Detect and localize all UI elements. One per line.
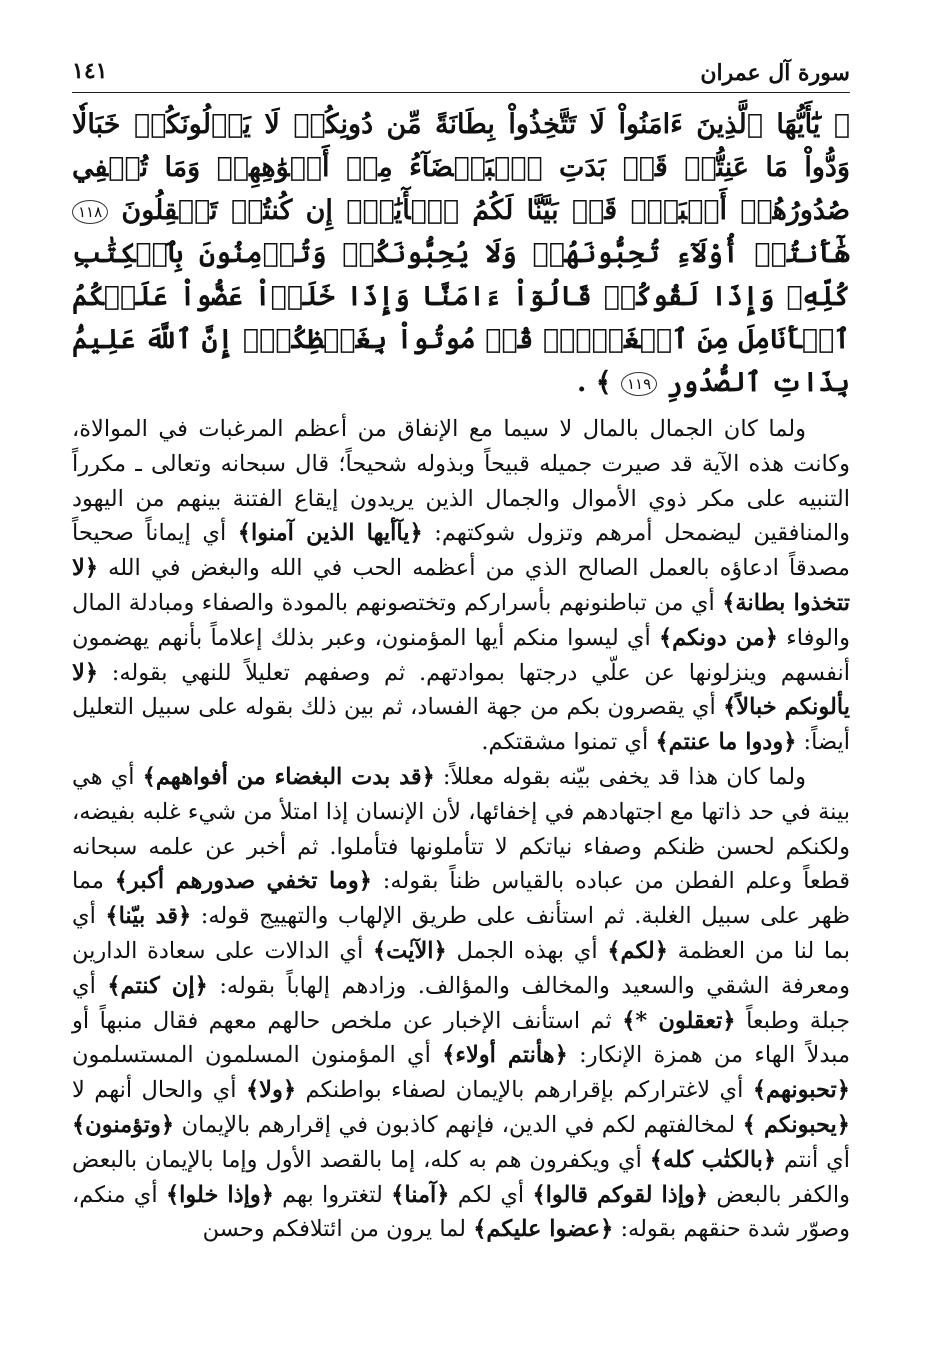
tafsir-text: ولما كان هذا قد يخفى بيّنه بقوله معللاً: <box>442 763 806 790</box>
quoted-verse: ﴿تحبونهم﴾ <box>752 1077 850 1104</box>
verse-text-118: ﴿ يَٰٓأَيُّهَا ٱلَّذِينَ ءَامَنُواْ لَا تَتَّخِذُواْ بِطَانَةً مِّن دُونِكُمۡ لَا يَأۡلُونَكُمۡ خَبَالٗا وَدُّواْ مَا عَنِتُّمۡ قَدۡ بَدَتِ ٱلۡبَغۡضَآءُ مِنۡ أَفۡوَٰهِهِمۡ وَمَا تُخۡفِي صُدُورُهُمۡ أَكۡبَرُۚ قَدۡ بَيَّنَّا لَكُمُ ٱلۡأٓيَٰتِۖ إِن كُنتُمۡ تَعۡقِلُونَ <box>72 109 850 226</box>
tafsir-text: ولما كان الجمال بالمال لا سيما مع الإنفاق من أعظم المرغبات في الموالاة، وكانت هذه الآية قد صيرت جميله قبيحاً وبذوله شحيحاً؛ قال سبحانه وتعالى ـ مكرراً التنبيه على مكر ذوي الأموال والجمال الذين يريدون إيقاع الفتنة بينهم من اليهود والمنافقين ليضمحل أمرهم وتزول شوكتهم: <box>72 416 851 547</box>
quoted-verse: ﴿ولا﴾ <box>245 1077 297 1104</box>
quoted-verse: ﴿وما تخفي صدورهم أكبر﴾ <box>114 868 372 895</box>
tafsir-text: أي أنتم <box>784 1146 851 1173</box>
tafsir-body <box>72 412 850 1247</box>
quoted-verse: ﴿لكم﴾ <box>607 937 668 964</box>
tafsir-text: أي يقصرون بكم من جهة الفساد، ثم بين ذلك بقوله على سبيل التعليل أيضاً: <box>72 694 850 756</box>
tafsir-text: أي الدالات على سعادة الدارين ومعرفة الشقي والسعيد والمخالف والمؤالف. وزادهم إلهاباً بقوله: <box>72 937 850 999</box>
verse-text-119: هَٰٓأَنتُمۡ أُوْلَآءِ تُحِبُّونَهُمۡ وَلَا يُحِبُّونَكُمۡ وَتُؤۡمِنُونَ بِٱلۡكِتَٰبِ كُلِّهِۦ وَإِذَا لَقُوكُمۡ قَالُوٓاْ ءَامَنَّا وَإِذَا خَلَوۡاْ عَضُّواْ عَلَيۡكُمُ ٱلۡأَنَامِلَ مِنَ ٱلۡغَيۡظِۚ قُلۡ مُوتُواْ بِغَيۡظِكُمۡۗ إِنَّ ٱللَّهَ عَلِيمُۢ بِذَاتِ ٱلصُّدُورِ <box>72 238 850 398</box>
tafsir-text: أي تمنوا مشقتكم. <box>481 729 649 756</box>
quoted-verse: ﴿يحبونكم ﴾ <box>742 1111 850 1138</box>
tafsir-text: أي ليسوا منكم أيها المؤمنون، وعبر بذلك إعلاماً بأنهم يهضمون أنفسهم وينزلونها عن علّي درجتها بموادتهم. ثم وصفهم تعليلاً للنهي بقوله: <box>72 624 851 686</box>
page-number: ١٤١ <box>72 58 108 84</box>
tafsir-text: ثم استأنف الإخبار عن ملخص حالهم معهم فقال منبهاً أو مبدلاً الهاء من همزة الإنكار: <box>72 1007 851 1069</box>
quoted-verse: ﴿تعقلون *﴾ <box>622 1007 736 1034</box>
quoted-verse: ﴿ودوا ما عنتم﴾ <box>655 729 797 756</box>
tafsir-text: أي بما لنا من العظمة <box>72 903 851 964</box>
tafsir-text: أي لاغتراركم بإقرارهم بالإيمان لصفاء بواطنكم <box>305 1077 744 1104</box>
page-header <box>72 56 850 93</box>
tafsir-text: أي منكم، وصوّر شدة حنقهم بقوله: <box>72 1181 850 1243</box>
ayah-number-119: ١١٩ <box>621 372 657 396</box>
tafsir-text: أي بهذه الجمل <box>456 937 598 964</box>
tafsir-text: لما يرون من ائتلافكم وحسن <box>202 1216 467 1243</box>
document-page <box>72 56 850 1247</box>
quoted-verse: ﴿إن كنتم﴾ <box>107 972 208 999</box>
quoted-verse: ﴿قد بيّنا﴾ <box>105 903 192 930</box>
quoted-verse: ﴿الآيٰت﴾ <box>372 937 447 964</box>
quoted-verse: ﴿قد بدت البغضاء من أفواههم﴾ <box>142 763 435 790</box>
tafsir-text: أي ويكفرون هم به كله، إما بالقصد الأول وإما بالإيمان بالبعض والكفر بالبعض <box>72 1146 850 1208</box>
tafsir-text: مما ظهر على سبيل الغلبة. ثم استأنف على طريق الإلهاب والتهييج قوله: <box>72 868 850 930</box>
quoted-verse: ﴿آمنا﴾ <box>391 1181 450 1208</box>
surah-name: سورة آل عمران <box>700 60 850 86</box>
tafsir-paragraph-1 <box>72 412 850 760</box>
ayah-number-118: ١١٨ <box>72 200 108 224</box>
tafsir-text: لمخالفتهم لكم في الدين، فإنهم كاذبون في إقرارهم بالإيمان <box>181 1111 736 1138</box>
quoted-verse: ﴿عضوا عليكم﴾ <box>473 1216 614 1243</box>
quoted-verse: ﴿يآأيها الذين آمنوا﴾ <box>237 520 423 547</box>
quoted-verse: ﴿وإذا خلوا﴾ <box>165 1181 274 1208</box>
quoted-verse: ﴿وتؤمنون﴾ <box>72 1111 175 1138</box>
tafsir-text: أي هي بينة في حد ذاتها مع اجتهادهم في إخفائها، لأن الإنسان إذا امتلأ من شيء غلبه بفيضه، ولكنكم لحسن ظنكم وصفاء نياتكم لا تتأملونها فتأملوا. ثم أخبر عن علمه سبحانه قطعاً وعلم الفطن من عباده بالقياس ظناً بقوله: <box>72 763 850 895</box>
quoted-verse: ﴿هأنتم أولاء﴾ <box>442 1042 568 1069</box>
verse-end-bracket: ﴾ . <box>576 367 612 398</box>
tafsir-text: لتغتروا بهم <box>282 1181 383 1208</box>
tafsir-text: أي جبلة وطبعاً <box>72 972 850 1034</box>
tafsir-text: أي من تباطنونهم بأسراركم وتختصونهم بالمودة والصفاء ومبادلة المال والوفاء <box>72 589 850 651</box>
quoted-verse: ﴿من دونكم﴾ <box>658 624 778 651</box>
tafsir-text: أي والحال أنهم لا <box>72 1077 237 1104</box>
quoted-verse: ﴿لا يألونكم خبالاً﴾ <box>72 659 850 721</box>
tafsir-text: أي المؤمنون المسلمون المستسلمون <box>72 1042 431 1069</box>
quoted-verse: ﴿لا تتخذوا بطانة﴾ <box>72 555 851 616</box>
quoted-verse: ﴿بالكتٰب كله﴾ <box>649 1146 777 1173</box>
tafsir-text: أي لكم <box>457 1181 525 1208</box>
tafsir-text: أي إيماناً صحيحاً مصدقاً ادعاؤه بالعمل الصالح الذي من أعظمه الحب في الله والبغض في الله <box>72 520 850 582</box>
tafsir-paragraph-2 <box>72 760 850 1247</box>
quoted-verse: ﴿وإذا لقوكم قالوا﴾ <box>532 1181 709 1208</box>
quran-verses <box>72 103 850 404</box>
